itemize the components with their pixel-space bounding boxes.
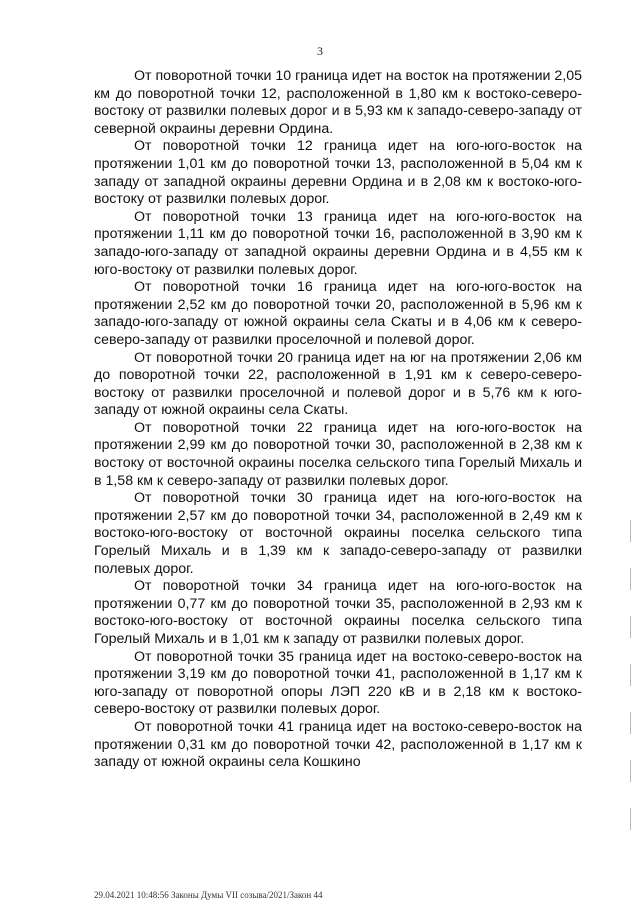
document-footer: 29.04.2021 10:48:56 Законы Думы VII созыва/2021/Закон 44 <box>94 890 323 900</box>
paragraph-point-20: От поворотной точки 20 граница идет на юг на протяжении 2,06 км до поворотной точки 22, расположенной в 1,91 км к северо-северо-востоку от развилки проселочной и полевой дорог и в 5,76 км к юго-западу от южной окраины села Скаты. <box>94 349 582 419</box>
paragraph-point-16: От поворотной точки 16 граница идет на юго-юго-восток на протяжении 2,52 км до поворотной точки 20, расположенной в 5,96 км к западо-юго-западу от южной окраины села Скаты и в 4,06 км к северо-северо-западу от развилки проселочной и полевой дорог. <box>94 279 582 348</box>
paragraph-point-22: От поворотной точки 22 граница идет на юго-юго-восток на протяжении 2,99 км до поворотной точки 30, расположенной в 2,38 км к востоку от восточной окраины поселка сельского типа Горелый Михаль и в 1,58 км к северо-западу от развилки полевых дорог. <box>94 419 582 489</box>
paragraph-point-30: От поворотной точки 30 граница идет на юго-юго-восток на протяжении 2,57 км до поворотной точки 34, расположенной в 2,49 км к востоко-юго-востоку от восточной окраины поселка сельского типа Горелый Михаль и в 1,39 км к западо-северо-западу от развилки полевых дорог. <box>94 490 582 577</box>
scan-margin-marks <box>626 520 634 890</box>
paragraph-point-13: От поворотной точки 13 граница идет на юго-юго-восток на протяжении 1,11 км до поворотной точки 16, расположенной в 3,90 км к западо-юго-западу от западной окраины деревни Ордина и в 4,55 км к юго-востоку от развилки полевых дорог. <box>94 208 582 278</box>
paragraph-point-34: От поворотной точки 34 граница идет на юго-юго-восток на протяжении 0,77 км до поворотной точки 35, расположенной в 2,93 км к востоко-юго-востоку от восточной окраины поселка сельского типа Горелый Михаль и в 1,01 км к западу от развилки полевых дорог. <box>94 578 582 647</box>
paragraph-point-35: От поворотной точки 35 граница идет на востоко-северо-восток на протяжении 3,19 км до поворотной точки 41, расположенной в 1,17 км к юго-западу от поворотной опоры ЛЭП 220 кВ и в 2,18 км к востоко-северо-востоку от развилки полевых дорог. <box>94 648 582 718</box>
paragraph-point-12: От поворотной точки 12 граница идет на юго-юго-восток на протяжении 1,01 км до поворотной точки 13, расположенной в 5,04 км к западу от западной окраины деревни Ордина и в 2,08 км к востоко-юго-востоку от развилки полевых дорог. <box>94 138 582 208</box>
paragraph-point-41: От поворотной точки 41 граница идет на востоко-северо-восток на протяжении 0,31 км до поворотной точки 42, расположенной в 1,17 км к западу от южной окраины села Кошкино <box>94 718 582 771</box>
document-body <box>94 68 582 772</box>
paragraph-point-10: От поворотной точки 10 граница идет на восток на протяжении 2,05 км до поворотной точки 12, расположенной в 1,80 км к востоко-северо-востоку от развилки полевых дорог и в 5,93 км к западо-северо-западу от северной окраины деревни Ордина. <box>94 68 582 137</box>
page-number: 3 <box>317 44 323 58</box>
